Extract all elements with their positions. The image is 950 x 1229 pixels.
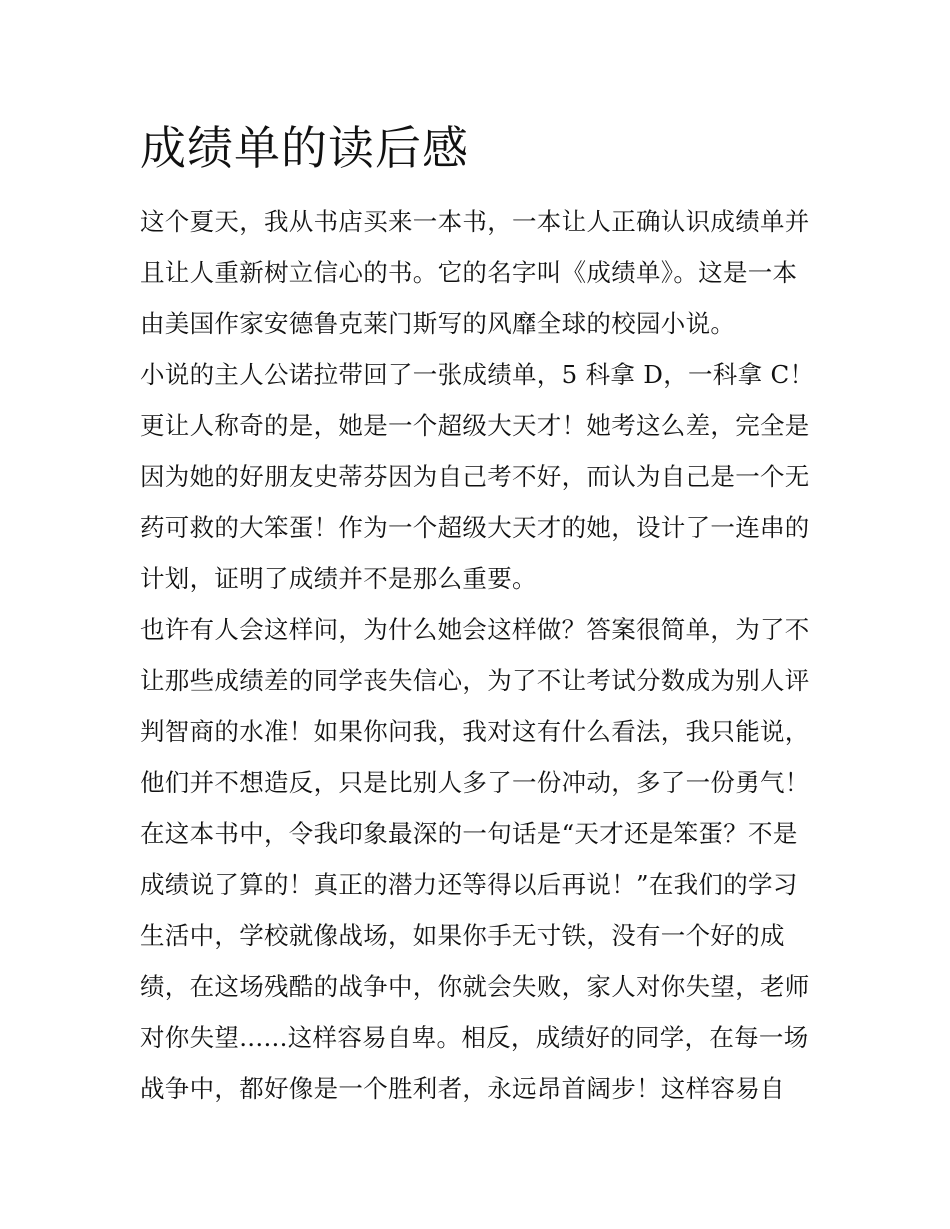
- text-line: 小说的主人公诺拉带回了一张成绩单，5 科拿 D，一科拿 C！: [140, 360, 815, 389]
- text-line: 成绩说了算的！真正的潜力还等得以后再说！”在我们的学习: [140, 870, 798, 899]
- text-line: 对你失望......这样容易自卑。相反，成绩好的同学，在每一场: [140, 1023, 809, 1052]
- document-body: [140, 196, 820, 1114]
- text-line: 让那些成绩差的同学丧失信心，为了不让考试分数成为别人评: [140, 666, 810, 695]
- text-line: 且让人重新树立信心的书。它的名字叫《成绩单》。这是一本: [140, 258, 798, 287]
- text-line: 也许有人会这样问，为什么她会这样做？答案很简单，为了不: [140, 615, 810, 644]
- text-line: 判智商的水准！如果你问我，我对这有什么看法，我只能说，: [140, 717, 810, 746]
- text-line: 因为她的好朋友史蒂芬因为自己考不好，而认为自己是一个无: [140, 462, 810, 491]
- text-line: 更让人称奇的是，她是一个超级大天才！她考这么差，完全是: [140, 411, 810, 440]
- text-line: 在这本书中，令我印象最深的一句话是“天才还是笨蛋？不是: [140, 819, 798, 848]
- text-line: 药可救的大笨蛋！作为一个超级大天才的她，设计了一连串的: [140, 513, 810, 542]
- text-line: 这个夏天，我从书店买来一本书，一本让人正确认识成绩单并: [140, 207, 810, 236]
- text-line: 绩，在这场残酷的战争中，你就会失败，家人对你失望，老师: [140, 972, 810, 1001]
- text-line: 战争中，都好像是一个胜利者，永远昂首阔步！这样容易自: [140, 1074, 785, 1103]
- text-line: 计划，证明了成绩并不是那么重要。: [140, 564, 537, 593]
- document-title: 成绩单的读后感: [140, 121, 469, 175]
- text-line: 生活中，学校就像战场，如果你手无寸铁，没有一个好的成: [140, 921, 785, 950]
- text-line: 由美国作家安德鲁克莱门斯写的风靡全球的校园小说。: [140, 309, 736, 338]
- text-line: 他们并不想造反，只是比别人多了一份冲动，多了一份勇气！: [140, 768, 810, 797]
